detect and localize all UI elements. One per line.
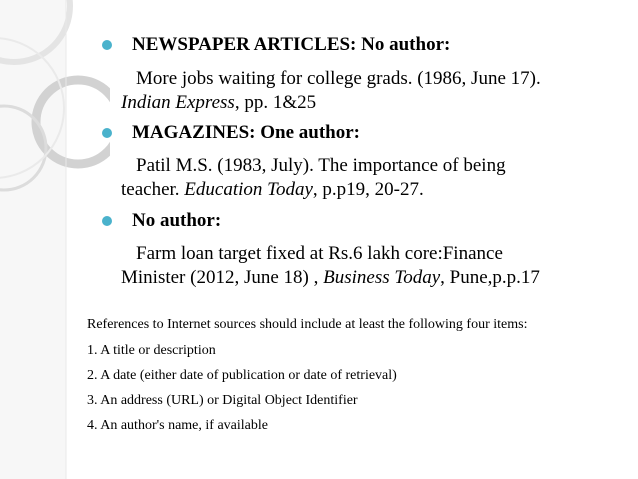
magazine-line-2 [121,179,424,201]
no-author-source: Business Today [323,267,441,288]
newspaper-pages: , pp. 1&25 [234,92,317,113]
newspaper-line-1: More jobs waiting for college grads. (1986, June 17). [136,68,541,89]
internet-intro: References to Internet sources should include at least the following four items: [87,317,528,332]
newspaper-heading: NEWSPAPER ARTICLES: No author: [132,34,451,55]
newspaper-source: Indian Express [121,92,235,113]
internet-item: 1. A title or description [87,343,216,358]
no-author-heading: No author: [132,210,222,231]
internet-item: 4. An author's name, if available [87,418,268,433]
bullet-icon [102,40,112,50]
magazine-line-1: Patil M.S. (1983, July). The importance of being [136,155,506,176]
newspaper-line-2 [121,92,316,114]
magazine-pages: , p.p19, 20-27. [312,179,424,200]
magazine-source: Education Today [184,179,313,200]
bullet-icon [102,128,112,138]
no-author-pages: , Pune,p.p.17 [440,267,540,288]
no-author-line-2 [121,267,540,289]
magazine-heading: MAGAZINES: One author: [132,122,361,143]
internet-item: 3. An address (URL) or Digital Object Identifier [87,393,358,408]
no-author-line-2-lead: Minister (2012, June 18) , [121,267,324,288]
internet-item: 2. A date (either date of publication or date of retrieval) [87,368,397,383]
bullet-icon [102,216,112,226]
no-author-line-1: Farm loan target fixed at Rs.6 lakh core:Finance [136,243,503,264]
magazine-line-2-lead: teacher. [121,179,185,200]
